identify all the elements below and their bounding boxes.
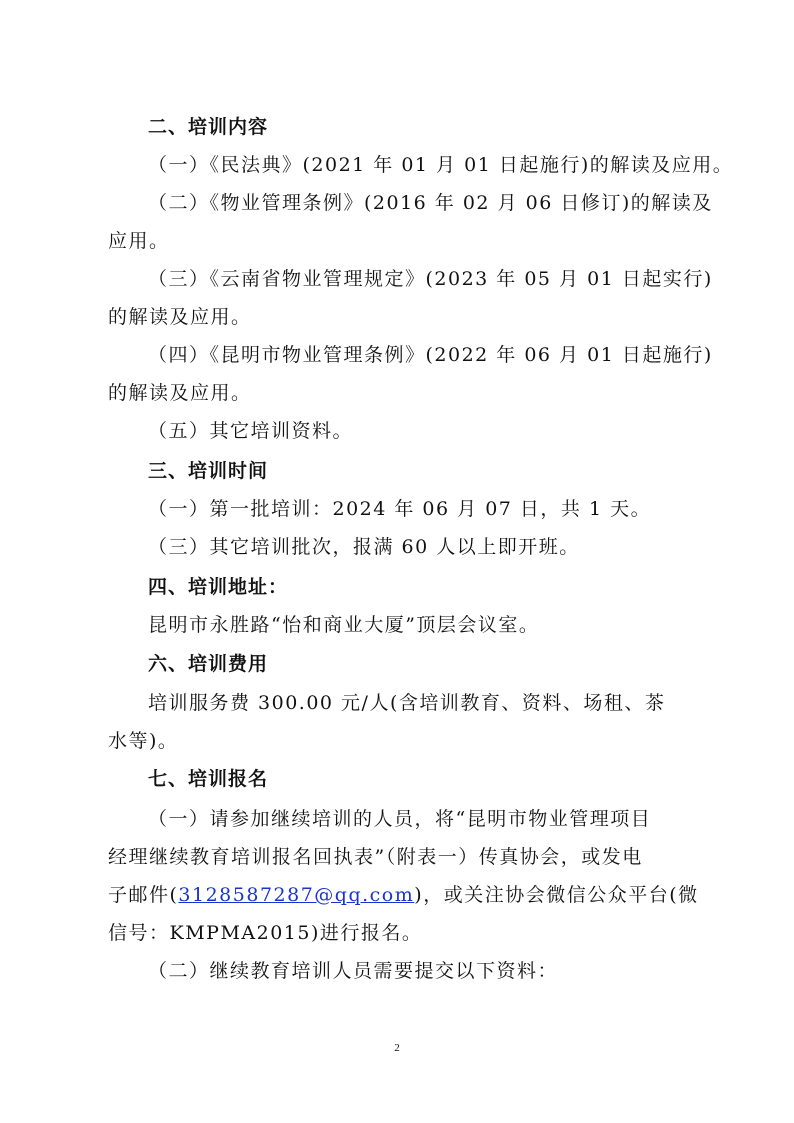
content-item-4-line-2: 的解读及应用。 xyxy=(108,382,252,404)
signup-wechat-prefix: 信号： xyxy=(108,922,170,944)
fee-text-line-2: 水等)。 xyxy=(108,730,179,752)
signup-item-1-line-4 xyxy=(108,920,708,946)
email-link[interactable]: 3128587287@qq.com xyxy=(178,884,415,906)
heading-training-time: 三、培训时间 xyxy=(148,460,269,482)
heading-training-fee: 六、培训费用 xyxy=(148,653,269,675)
signup-item-2: （二）继续教育培训人员需要提交以下资料： xyxy=(148,960,559,982)
signup-item-1-line-3 xyxy=(108,882,708,908)
time-item-1: （一）第一批培训：2024 年 06 月 07 日，共 1 天。 xyxy=(148,498,652,520)
heading-training-content: 二、培训内容 xyxy=(148,116,269,138)
wechat-id: KMPMA2015 xyxy=(169,922,311,944)
signup-item-1-line-1: （一）请参加继续培训的人员，将“昆明市物业管理项目 xyxy=(148,808,652,830)
page-number: 2 xyxy=(394,1042,400,1054)
location-address: 昆明市永胜路“怡和商业大厦”顶层会议室。 xyxy=(148,614,540,636)
fee-text-line-1: 培训服务费 300.00 元/人(含培训教育、资料、场租、茶 xyxy=(148,692,666,714)
content-item-3-line-1: （三）《云南省物业管理规定》(2023 年 05 月 01 日起实行) xyxy=(148,268,713,290)
content-item-5: （五）其它培训资料。 xyxy=(148,420,354,442)
signup-wechat-suffix: )进行报名。 xyxy=(310,922,423,944)
content-item-2-line-2: 应用。 xyxy=(108,230,170,252)
content-item-2-line-1: （二）《物业管理条例》(2016 年 02 月 06 日修订)的解读及 xyxy=(148,192,713,214)
content-item-3-line-2: 的解读及应用。 xyxy=(108,306,252,328)
heading-training-location: 四、培训地址： xyxy=(148,576,289,598)
heading-training-signup: 七、培训报名 xyxy=(148,768,269,790)
signup-email-suffix: )，或关注协会微信公众平台(微 xyxy=(414,884,699,906)
signup-item-1-line-2: 经理继续教育培训报名回执表”（附表一）传真协会，或发电 xyxy=(108,846,643,868)
signup-email-prefix: 子邮件( xyxy=(108,884,179,906)
content-item-1: （一）《民法典》(2021 年 01 月 01 日起施行)的解读及应用。 xyxy=(148,154,734,176)
time-item-2: （三）其它培训批次，报满 60 人以上即开班。 xyxy=(148,536,580,558)
content-item-4-line-1: （四）《昆明市物业管理条例》(2022 年 06 月 01 日起施行) xyxy=(148,344,713,366)
